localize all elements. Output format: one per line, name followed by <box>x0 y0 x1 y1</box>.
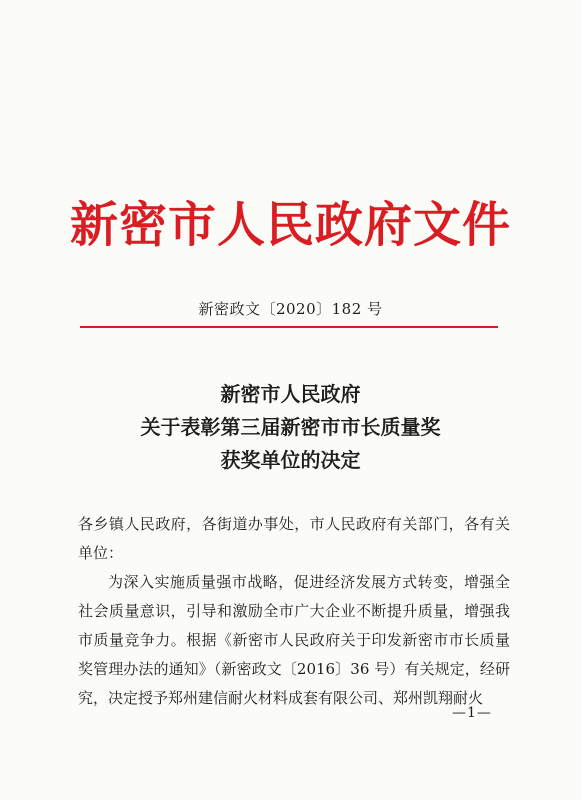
title-line-1: 新密市人民政府 <box>220 382 361 406</box>
page-number: —1— <box>452 705 492 721</box>
document-body <box>78 510 510 713</box>
red-divider-line <box>80 326 498 328</box>
title-line-2: 关于表彰第三届新密市市长质量奖 <box>140 415 441 439</box>
document-number: 新密政文〔2020〕182 号 <box>198 300 383 318</box>
title-line-3: 获奖单位的决定 <box>220 448 361 472</box>
document-masthead: 新密市人民政府文件 <box>69 197 511 253</box>
document-title <box>0 378 581 477</box>
body-paragraph: 为深入实施质量强市战略，促进经济发展方式转变，增强全社会质量意识，引导和激励全市广大企业不断提升质量，增强我市质量竞争力。根据《新密市人民政府关于印发新密市市长质量奖管理办法的通知》（新密政文〔2016〕36 号）有关规定，经研究，决定授予郑州建信耐火材料成套有限公司、郑州凯翔耐火 <box>78 573 510 707</box>
salutation-paragraph: 各乡镇人民政府，各街道办事处，市人民政府有关部门，各有关单位： <box>78 515 510 562</box>
